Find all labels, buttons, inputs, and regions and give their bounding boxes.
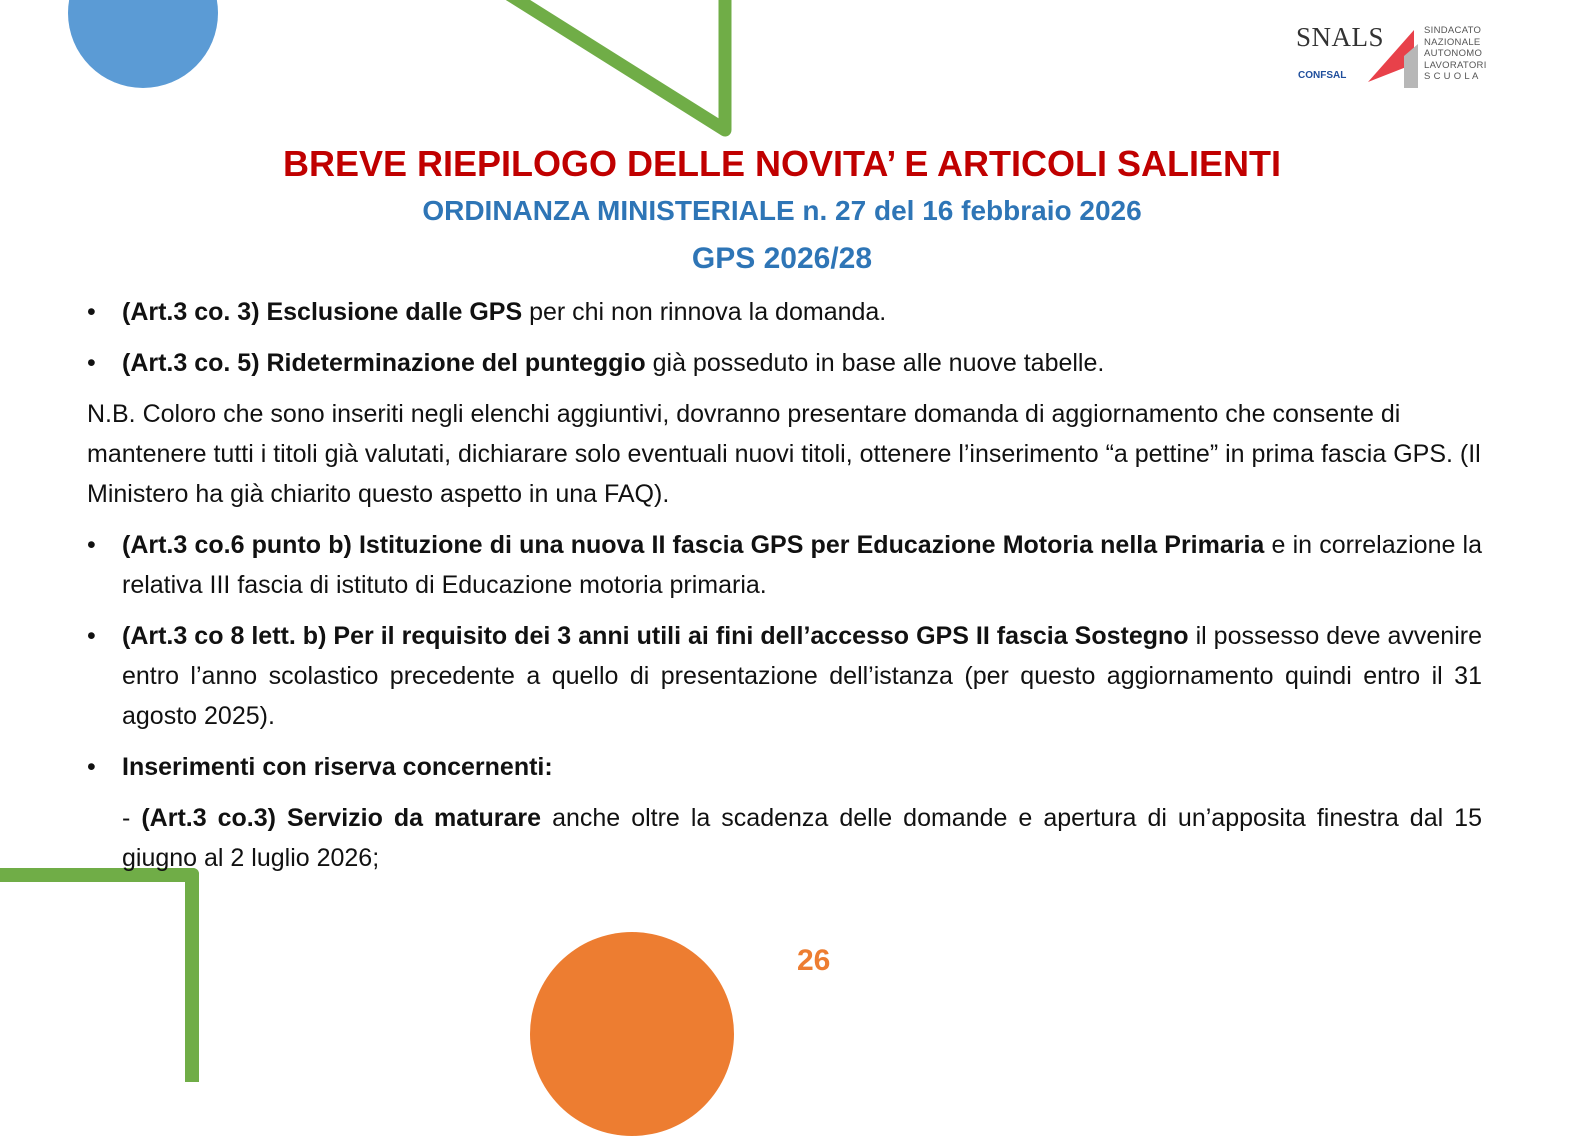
decorative-orange-circle [530, 932, 734, 1136]
bullet: • [87, 531, 96, 559]
list-item [87, 292, 1482, 332]
logo-brand: SNALS [1296, 22, 1385, 52]
logo-mark-icon [1368, 24, 1424, 88]
bullet: • [87, 753, 96, 781]
list-item [87, 343, 1482, 383]
item-text: per chi non rinnova la domanda. [522, 298, 887, 326]
list-item [87, 525, 1482, 605]
item-text: già posseduto in base alle nuove tabelle. [645, 349, 1105, 377]
logo-affiliation: CONFSAL [1298, 70, 1347, 81]
sub-list-item [87, 798, 1482, 878]
item-heading: (Art.3 co. 5) Rideterminazione del punteggio [122, 349, 646, 377]
list-item [87, 616, 1482, 736]
sub-item-text: anche oltre la scadenza delle domande e apertura di un’apposita finestra dal 15 giugno al 2 luglio 2026; [122, 804, 1482, 872]
note-paragraph: N.B. Coloro che sono inseriti negli elenchi aggiuntivi, dovranno presentare domanda di aggiornamento che consente di mantenere tutti i titoli già valutati, dichiarare solo eventuali nuovi titoli, ottenere l’inserimento “a pettine” in prima fascia GPS. (Il Ministero ha già chiarito questo aspetto in una FAQ). [87, 400, 1481, 508]
item-heading: Inserimenti con riserva concernenti: [122, 753, 553, 781]
item-heading: (Art.3 co. 3) Esclusione dalle GPS [122, 298, 523, 326]
decorative-green-bracket [0, 868, 199, 1082]
page-subtitle: ORDINANZA MINISTERIALE n. 27 del 16 febbraio 2026 [422, 195, 1142, 226]
sub-item-heading: (Art.3 co.3) Servizio da maturare [141, 804, 542, 832]
content-body [87, 292, 1482, 878]
list-item [87, 747, 1482, 787]
page-title: BREVE RIEPILOGO DELLE NOVITA’ E ARTICOLI SALIENTI [282, 143, 1282, 184]
decorative-green-triangle [480, 0, 760, 150]
logo-subtitle: SINDACATO NAZIONALE AUTONOMO LAVORATORI S C U O L A [1424, 25, 1487, 82]
bullet: • [87, 349, 96, 377]
bullet: • [87, 298, 96, 326]
snals-logo [1294, 20, 1504, 92]
item-heading: (Art.3 co.6 punto b) Istituzione di una nuova II fascia GPS per Educazione Motoria nella Primaria [122, 531, 1265, 559]
item-text: e in correlazione la relativa III fascia di istituto di Educazione motoria primaria. [122, 531, 1482, 599]
decorative-blue-circle [68, 0, 218, 88]
page-subtitle-2: GPS 2026/28 [691, 242, 873, 275]
bullet: • [87, 622, 96, 650]
item-heading: (Art.3 co 8 lett. b) Per il requisito dei 3 anni utili ai fini dell’accesso GPS II fascia Sostegno [122, 622, 1189, 650]
sub-item-prefix: - [122, 804, 142, 832]
item-text: il possesso deve avvenire entro l’anno scolastico precedente a quello di presentazione dell’istanza (per questo aggiornamento quindi entro il 31 agosto 2025). [122, 622, 1482, 730]
page-number: 26 [797, 944, 831, 977]
